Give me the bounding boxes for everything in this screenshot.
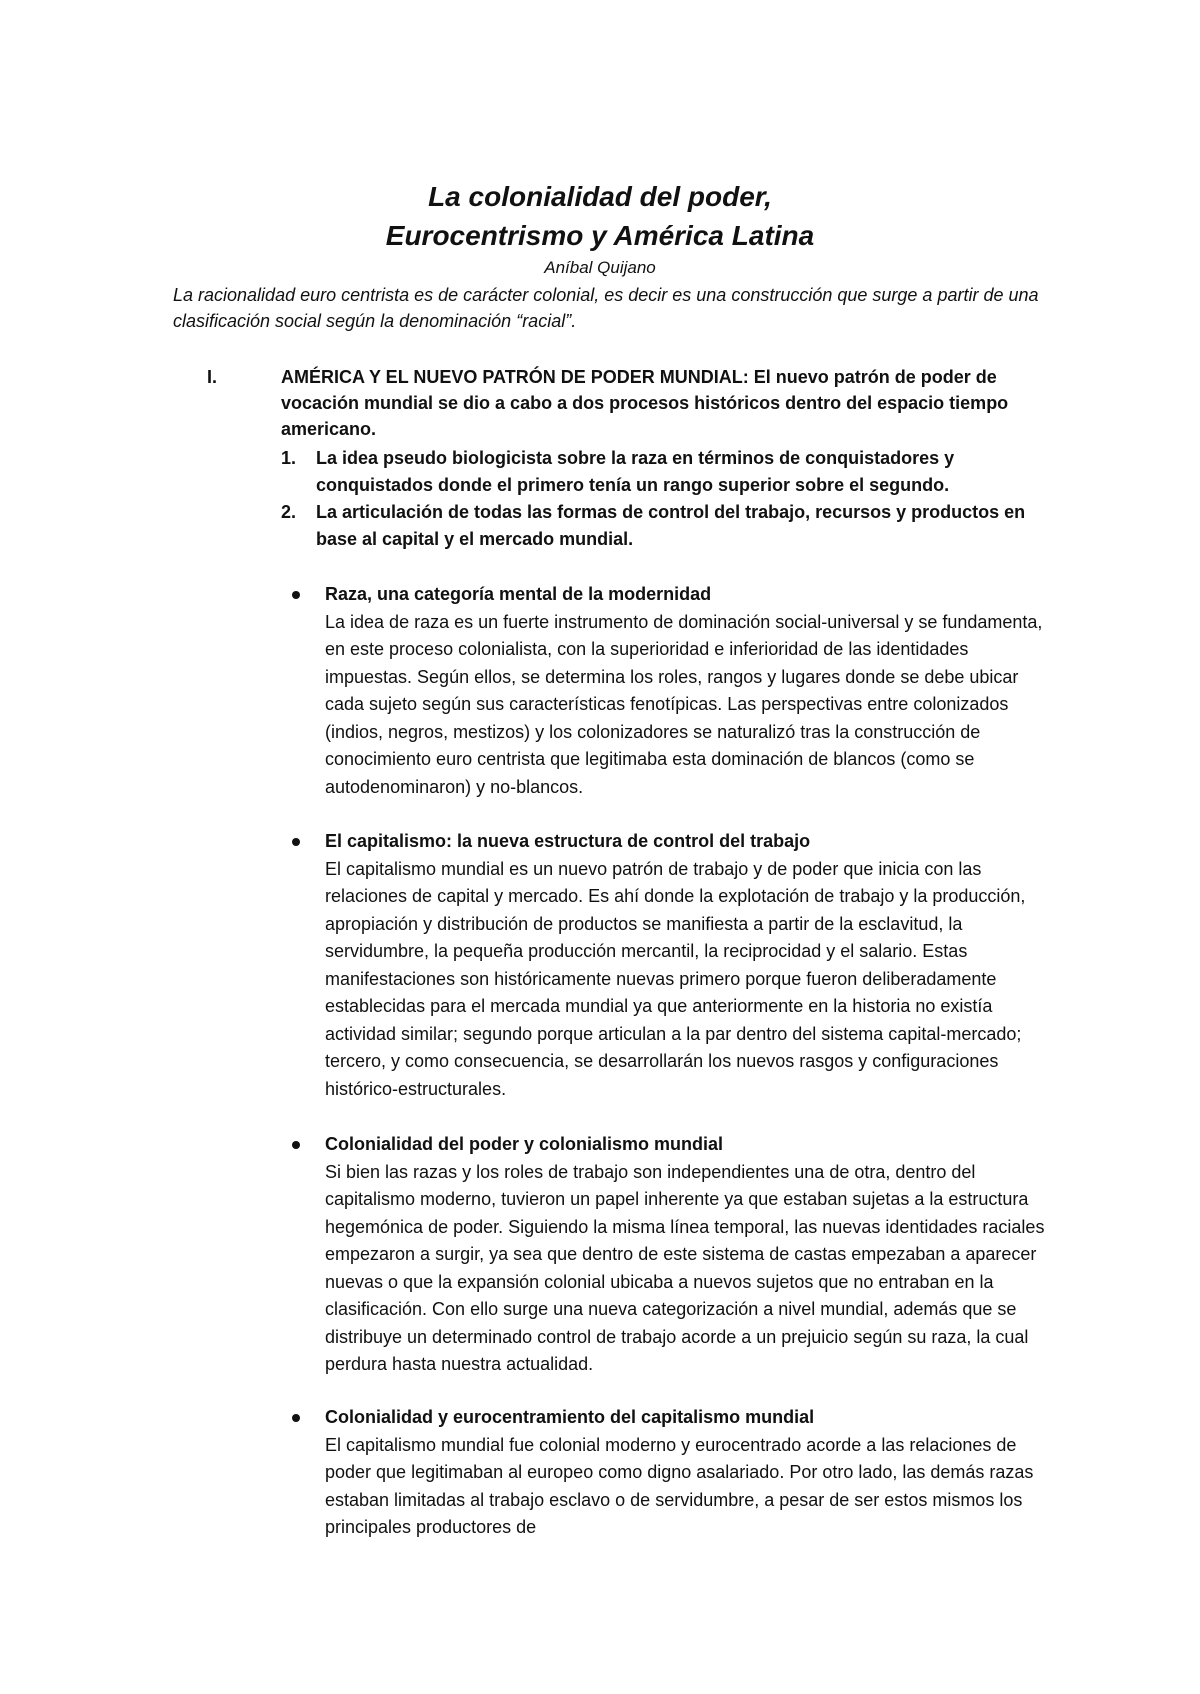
document-title-line-1: La colonialidad del poder, <box>428 181 772 212</box>
bullet-icon <box>292 838 300 846</box>
bullet-item <box>325 1404 1045 1542</box>
bullet-body: El capitalismo mundial es un nuevo patrón de trabajo y de poder que inicia con las relaciones de capital y mercado. Es ahí donde la explotación de trabajo y la producción, apropiación y distribución de productos se manifiesta a partir de la esclavitud, la servidumbre, la pequeña producción mercantil, la reciprocidad y el salario. Estas manifestaciones son históricamente nuevas primero porque fueron deliberadamente establecidas para el mercada mundial ya que anteriormente en la historia no existía actividad similar; segundo porque articulan a la par dentro del sistema capital-mercado; tercero, y como consecuencia, se desarrollarán los nuevos rasgos y configuraciones histórico-estructurales. <box>325 858 1026 1099</box>
bullet-icon <box>292 1414 300 1422</box>
bullet-heading: Raza, una categoría mental de la modernidad <box>325 584 712 604</box>
bullet-item <box>325 581 1045 801</box>
numbered-item-text: La idea pseudo biologicista sobre la raza en términos de conquistadores y conquistados donde el primero tenía un rango superior sobre el segundo. <box>316 448 955 495</box>
bullet-item <box>325 1131 1045 1379</box>
bullet-body: El capitalismo mundial fue colonial moderno y eurocentrado acorde a las relaciones de poder que legitimaban al europeo como digno asalariado. Por otro lado, las demás razas estaban limitadas al trabajo esclavo o de servidumbre, a pesar de ser estos mismos los principales productores de <box>325 1434 1034 1537</box>
bullet-item <box>325 828 1045 1103</box>
document-title-line-2: Eurocentrismo y América Latina <box>385 220 815 251</box>
numbered-item-text: La articulación de todas las formas de control del trabajo, recursos y productos en base al capital y el mercado mundial. <box>316 502 1026 549</box>
bullet-heading: Colonialidad y eurocentramiento del capitalismo mundial <box>325 1407 815 1427</box>
document-abstract: La racionalidad euro centrista es de carácter colonial, es decir es una construcción que surge a partir de una clasificación social según la denominación “racial”. <box>173 285 1039 331</box>
bullet-icon <box>292 1141 300 1149</box>
bullet-body: La idea de raza es un fuerte instrumento de dominación social-universal y se fundamenta, en este proceso colonialista, con la superioridad e inferioridad de las identidades impuestas. Según ellos, se determina los roles, rangos y lugares donde se debe ubicar cada sujeto según sus características fenotípicas. Las perspectivas entre colonizados (indios, negros, mestizos) y los colonizadores se naturalizó tras la construcción de conocimiento euro centrista que legitimaba esta dominación de blancos (como se autodenominaron) y no-blancos. <box>325 611 1043 797</box>
numbered-item-number: 1. <box>281 448 297 468</box>
bullet-heading: El capitalismo: la nueva estructura de control del trabajo <box>325 831 811 851</box>
numbered-item-number: 2. <box>281 502 297 522</box>
numbered-item <box>281 445 1041 499</box>
section-heading: AMÉRICA Y EL NUEVO PATRÓN DE PODER MUNDIAL: El nuevo patrón de poder de vocación mundial se dio a cabo a dos procesos históricos dentro del espacio tiempo americano. <box>281 367 1009 439</box>
section-number: I. <box>207 367 218 387</box>
bullet-heading: Colonialidad del poder y colonialismo mundial <box>325 1134 724 1154</box>
bullet-body: Si bien las razas y los roles de trabajo son independientes una de otra, dentro del capitalismo moderno, tuvieron un papel inherente ya que estaban sujetas a la estructura hegemónica de poder. Siguiendo la misma línea temporal, las nuevas identidades raciales empezaron a surgir, ya sea que dentro de este sistema de castas empezaban a aparecer nuevas o que la expansión colonial ubicaba a nuevos sujetos que no entraban en la clasificación. Con ello surge una nueva categorización a nivel mundial, además que se distribuye un determinado control de trabajo acorde a un prejuicio según su raza, la cual perdura hasta nuestra actualidad. <box>325 1161 1045 1374</box>
document-author: Aníbal Quijano <box>544 258 656 277</box>
numbered-item <box>281 499 1041 553</box>
bullet-icon <box>292 591 300 599</box>
